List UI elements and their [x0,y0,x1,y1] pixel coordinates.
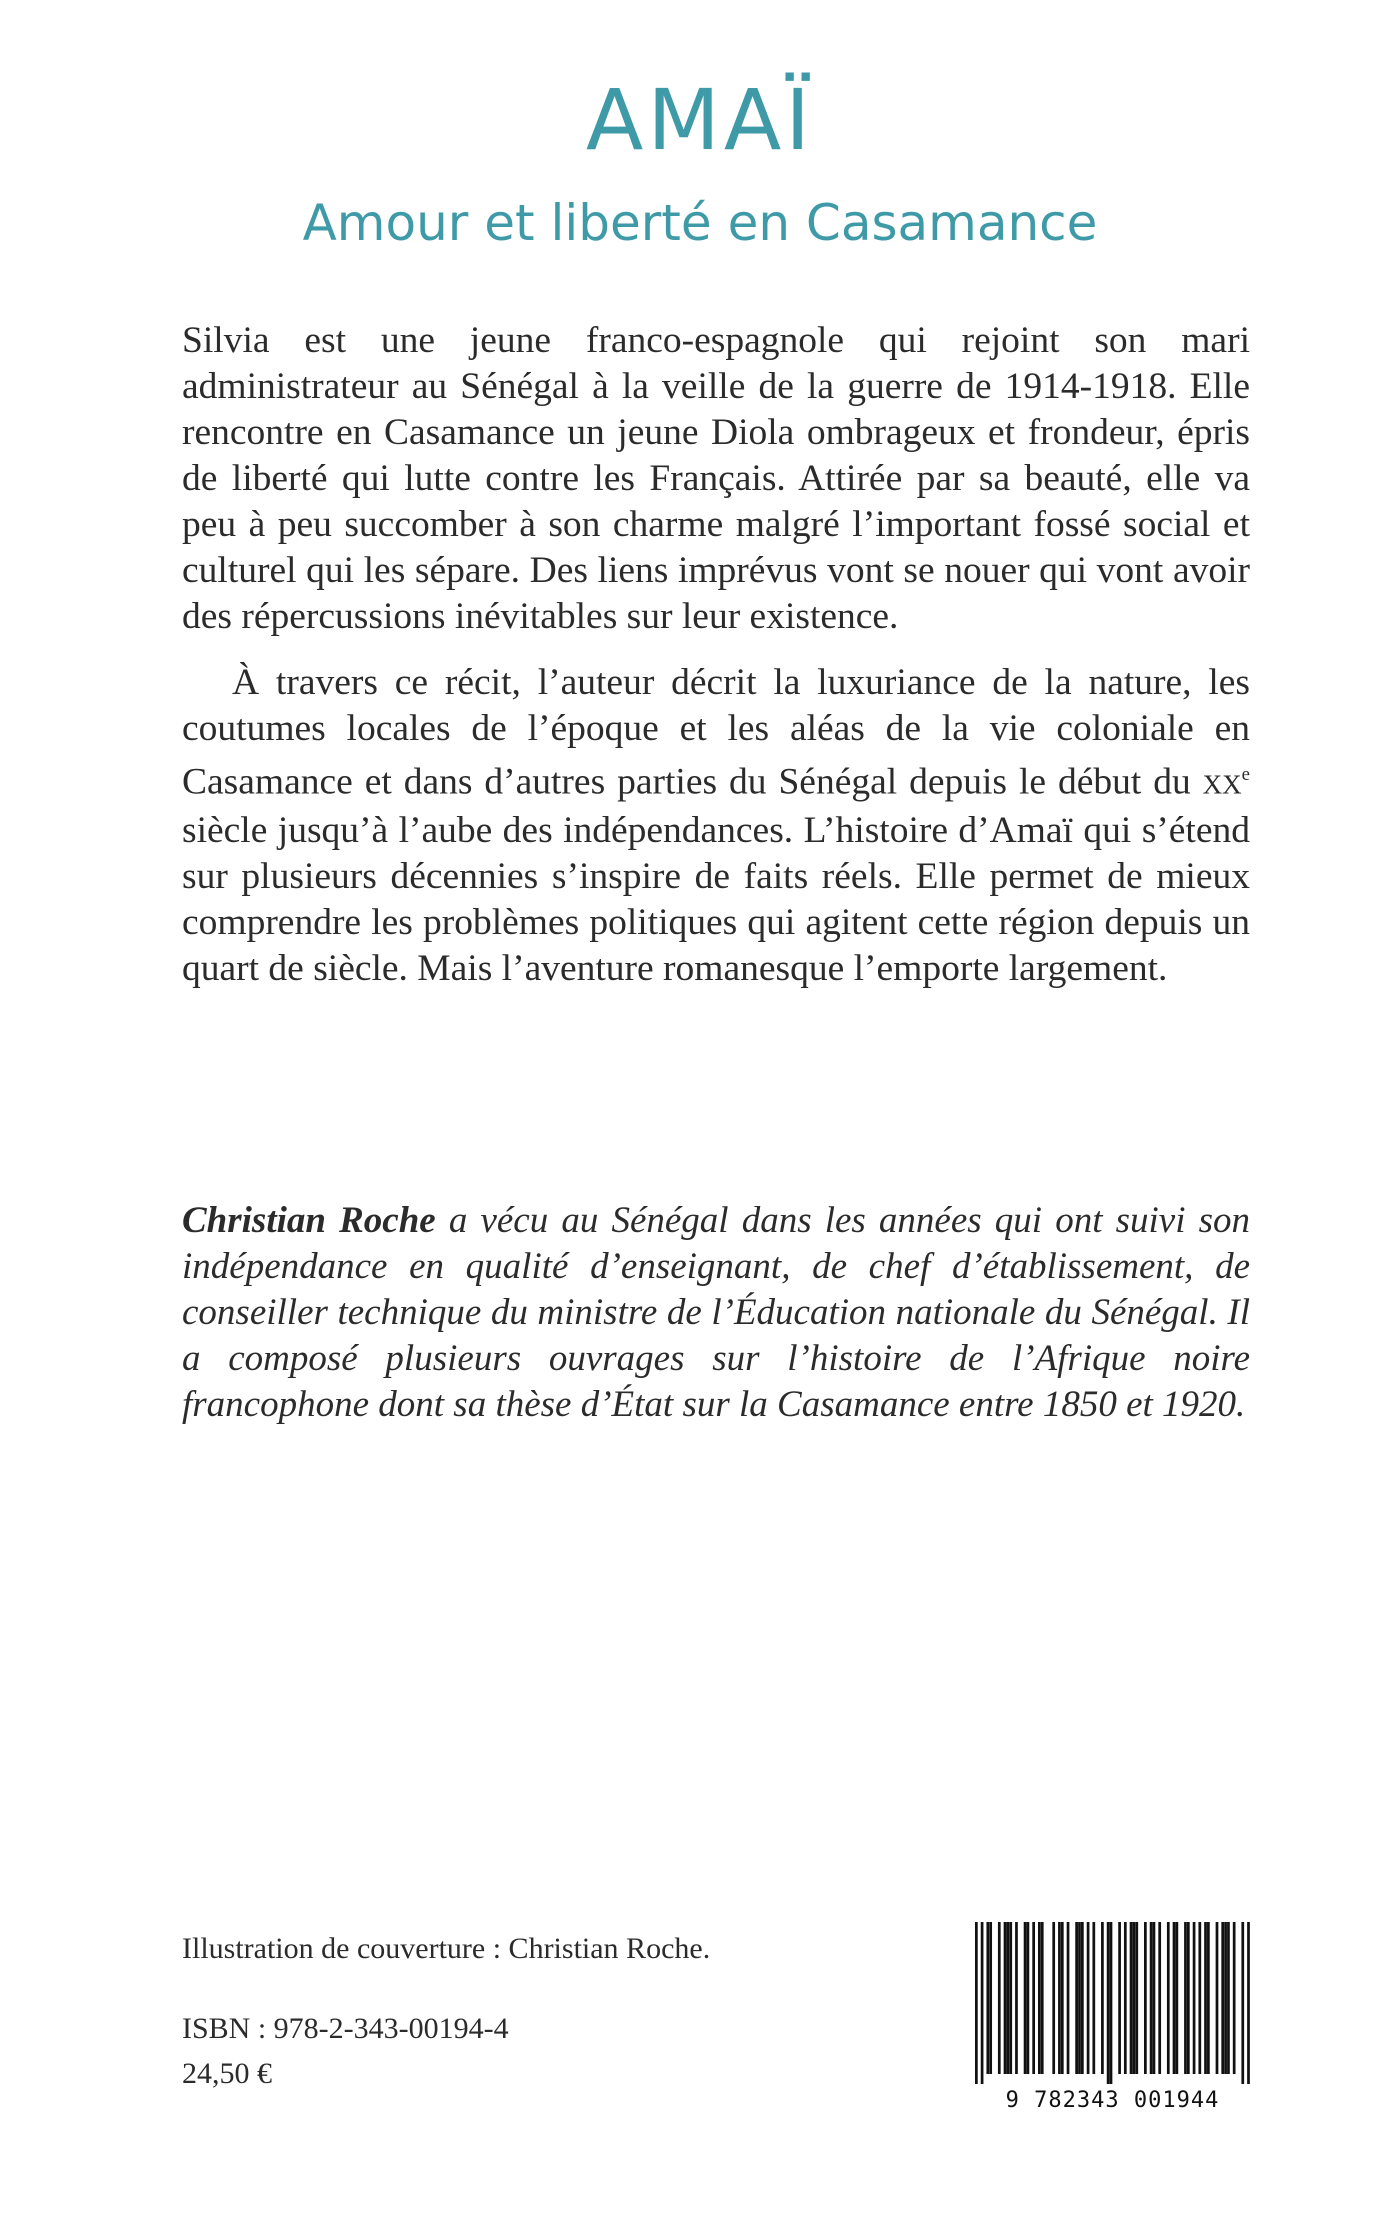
cover-credit: Illustration de couverture : Christian Roche. [182,1932,711,1965]
barcode-digits: 9 782343 001944 [1005,2088,1220,2113]
barcode-bar [1241,1922,1244,2084]
barcode-bar [1041,1922,1044,2074]
barcode-bar [1133,1922,1136,2074]
barcode-bar [1173,1922,1176,2074]
barcode-bar [1144,1922,1147,2074]
author-name: Christian Roche [182,1200,436,1241]
barcode-bar [981,1922,984,2084]
barcode-bar [1061,1922,1064,2074]
barcode-bar [998,1922,1001,2074]
barcode-bar [1087,1922,1090,2074]
barcode-bar [1247,1922,1250,2084]
barcode-bar [1052,1922,1055,2074]
barcode-bar [1101,1922,1104,2074]
barcode-bar [1124,1922,1127,2074]
barcode-bar [1118,1922,1121,2074]
barcode-bar [1004,1922,1007,2074]
barcode-bar [1193,1922,1196,2074]
barcode-bar [1207,1922,1210,2074]
barcode-bar [1007,1922,1010,2074]
barcode-bar [1081,1922,1084,2074]
barcode-bar [1027,1922,1030,2074]
barcode-bar [1075,1922,1078,2074]
barcode-bar [1058,1922,1061,2074]
barcode-bar [1204,1922,1207,2074]
barcode-bar [1009,1922,1012,2074]
barcode-bar [1038,1922,1041,2074]
summary-paragraph-1: Silvia est une jeune franco-espagnole qui rejoint son mari administrateur au Sénégal à la veille de la guerre de 1914-1918. Elle rencontre en Casamance un jeune Diola ombrageux et frondeur, épris de liberté qui lutte contre les Français. Attirée par sa beauté, elle va peu à peu succomber à son charme malgré l’important fossé social et culturel qui les sépare. Des liens imprévus vont se nouer qui vont avoir des répercussions inévitables sur leur existence. [182,320,1250,637]
barcode-bar [1067,1922,1070,2074]
barcode-bar [986,1922,989,2074]
isbn: ISBN : 978-2-343-00194-4 [182,2012,509,2045]
book-summary [182,318,1250,992]
barcode-bar [1233,1922,1236,2074]
price: 24,50 € [182,2057,272,2090]
barcode-bar [1184,1922,1187,2074]
summary-paragraph-2-part-2: siècle jusqu’à l’aube des indépendances. L’histoire d’Amaï qui s’étend sur plusieurs décennies s’inspire de faits réels. Elle permet de mieux comprendre les problèmes politiques qui agitent cette région depuis un quart de siècle. Mais l’aventure romanesque l’emporte largement. [182,809,1250,989]
author-bio-text: a vécu au Sénégal dans les années qui ont suivi son indépendance en qualité d’enseignant, de chef d’établissement, de conseiller technique du ministre de l’Éducation nationale du Sénégal. Il a composé plusieurs ouvrages sur l’histoire de l’Afrique noire francophone dont sa thèse d’État sur la Casamance entre 1850 et 1920. [182,1200,1250,1425]
barcode-bar [989,1922,992,2074]
summary-paragraph-2 [182,660,1250,992]
barcode-bar [1153,1922,1156,2074]
barcode-bar [1150,1922,1153,2074]
barcode-bar [1110,1922,1113,2084]
barcode-bar [1216,1922,1219,2074]
book-subtitle: Amour et liberté en Casamance [302,194,1098,252]
barcode-bar [1221,1922,1224,2074]
barcode-bar [1187,1922,1190,2074]
barcode-bar [1224,1922,1227,2074]
barcode-bar [1078,1922,1081,2074]
century-numeral: XX [1202,769,1242,800]
barcode-bar [1227,1922,1230,2074]
barcode-bar [1015,1922,1018,2074]
barcode-bar [1158,1922,1161,2074]
barcode-bar [1092,1922,1095,2074]
barcode-bar [1176,1922,1179,2074]
barcode-bar [1135,1922,1138,2074]
barcode-bars [975,1922,1250,2084]
barcode-bar [1107,1922,1110,2084]
barcode-bar [1024,1922,1027,2074]
author-bio [182,1198,1250,1428]
barcode-bar [1130,1922,1133,2074]
barcode-bar [1032,1922,1035,2074]
barcode-bar [1167,1922,1170,2074]
century-superscript: e [1241,764,1250,785]
barcode [975,1922,1250,2112]
summary-paragraph-2-part-1: À travers ce récit, l’auteur décrit la luxuriance de la nature, les coutumes locales de l’époque et les aléas de la vie coloniale en Casamance et dans d’autres parties du Sénégal depuis le début du [182,662,1250,803]
barcode-bar [975,1922,978,2084]
book-title: AMAÏ [585,71,815,169]
barcode-bar [1198,1922,1201,2074]
